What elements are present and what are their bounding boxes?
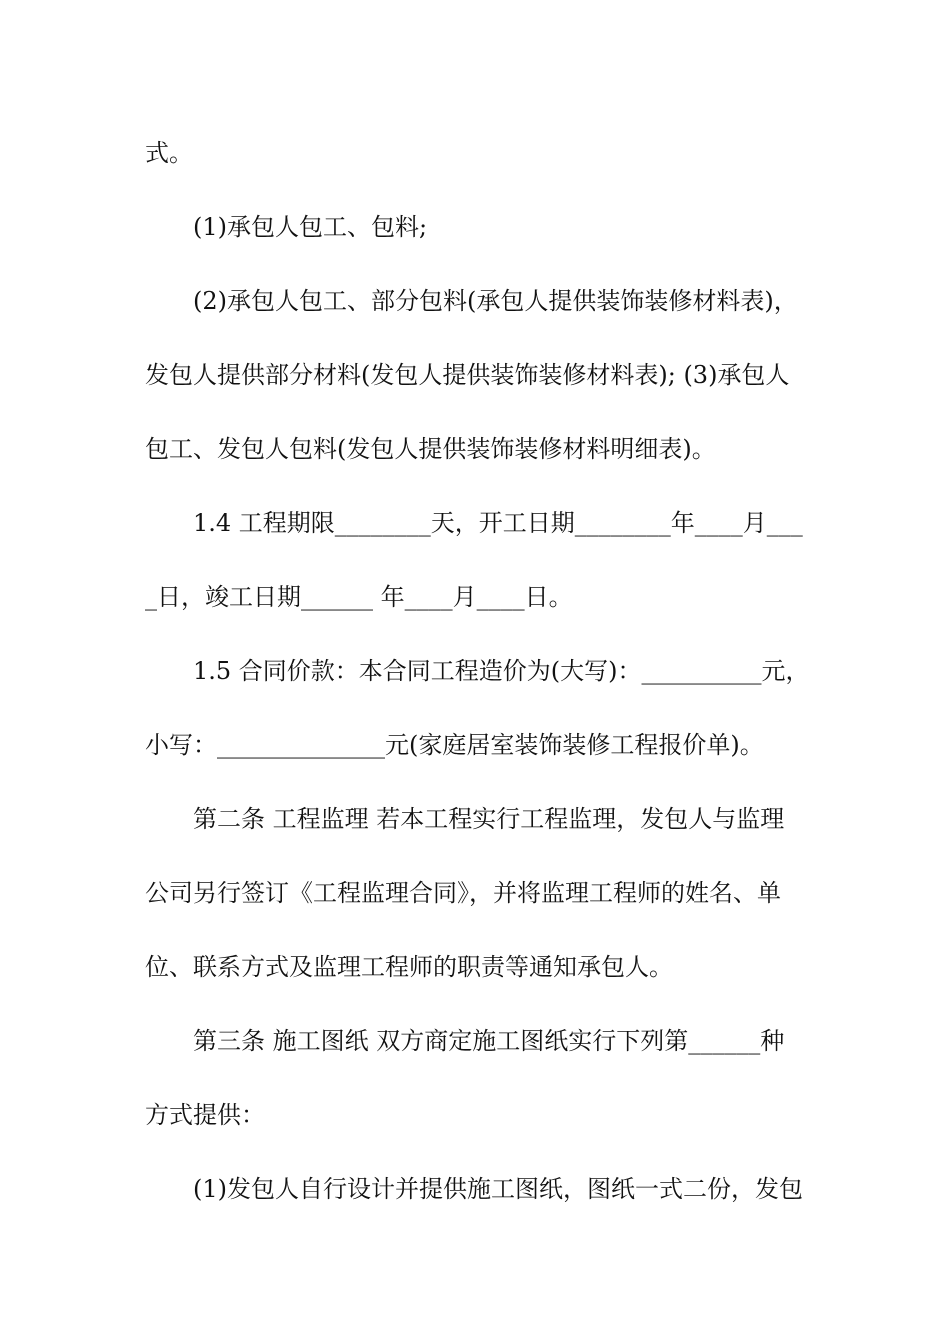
- text-line: _日，竣工日期______ 年____月____日。: [145, 583, 573, 611]
- text-line: (2)承包人包工、部分包料(承包人提供装饰装修材料表)，: [193, 287, 798, 315]
- text-line: 1.5 合同价款：本合同工程造价为(大写)：__________元，: [193, 657, 810, 685]
- text-line: (1)承包人包工、包料;: [193, 213, 428, 241]
- text-line: 公司另行签订《工程监理合同》，并将监理工程师的姓名、单: [145, 879, 781, 907]
- text-line: 方式提供：: [145, 1101, 265, 1129]
- text-line: (1)发包人自行设计并提供施工图纸，图纸一式二份，发包: [193, 1175, 803, 1203]
- text-line: 1.4 工程期限________天，开工日期________年____月___: [193, 509, 803, 537]
- text-line: 式。: [145, 139, 193, 167]
- text-line: 第三条 施工图纸 双方商定施工图纸实行下列第______种: [193, 1027, 785, 1055]
- text-line: 位、联系方式及监理工程师的职责等通知承包人。: [145, 953, 673, 981]
- text-line: 第二条 工程监理 若本工程实行工程监理，发包人与监理: [193, 805, 785, 833]
- text-line: 包工、发包人包料(发包人提供装饰装修材料明细表)。: [145, 435, 716, 463]
- text-line: 发包人提供部分材料(发包人提供装饰装修材料表); (3)承包人: [145, 361, 790, 389]
- text-line: 小写：______________元(家庭居室装饰装修工程报价单)。: [145, 731, 764, 759]
